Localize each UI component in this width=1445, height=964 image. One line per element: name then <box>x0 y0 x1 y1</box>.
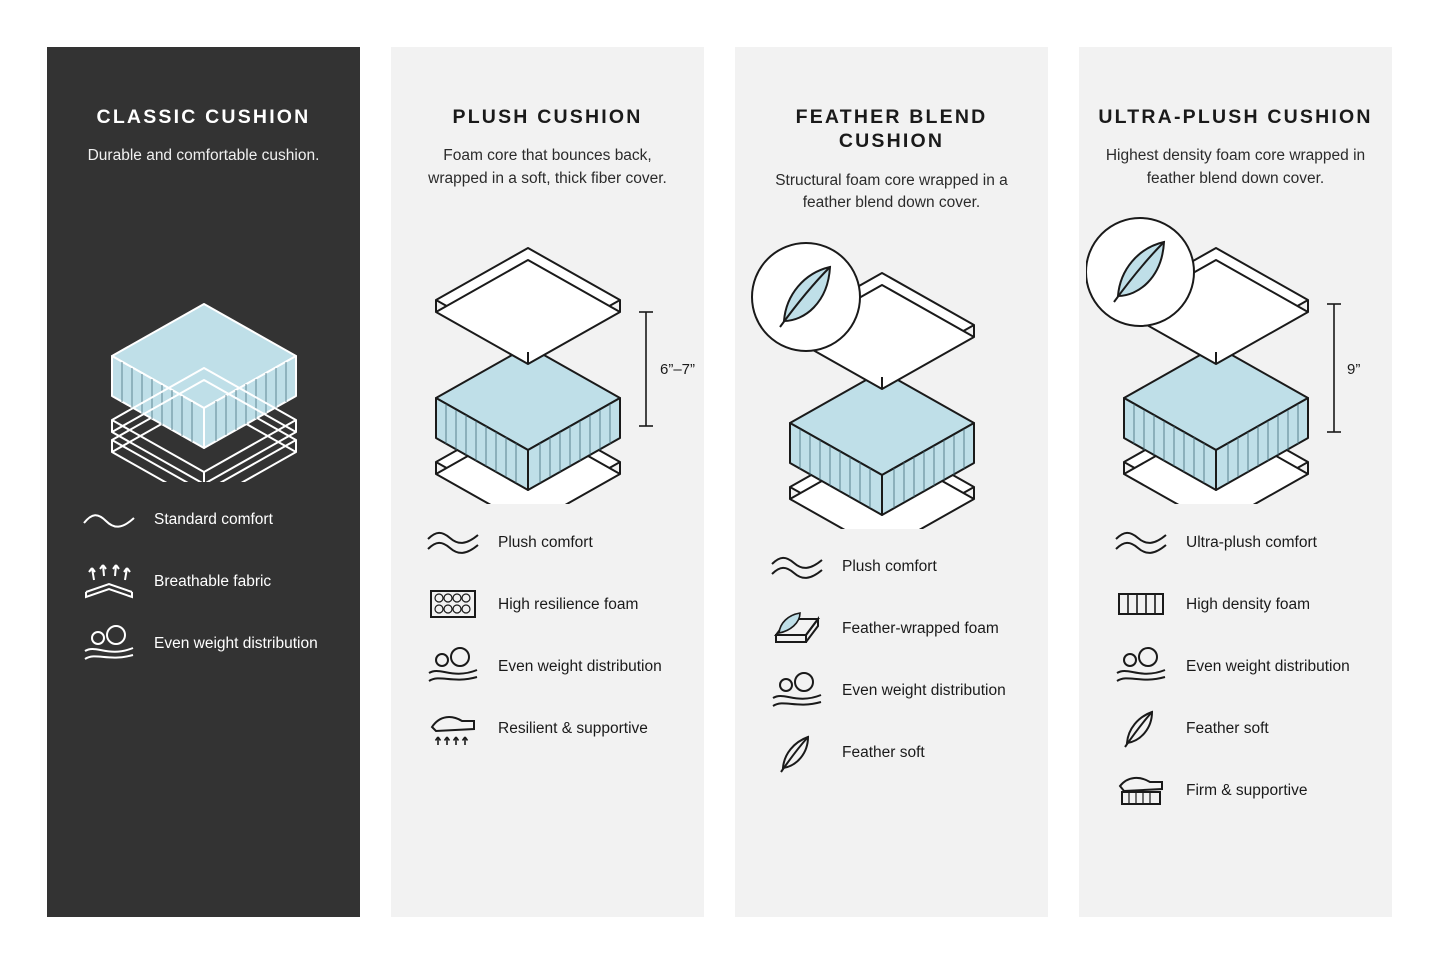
feature-label: Even weight distribution <box>498 657 662 675</box>
feature-item <box>1113 708 1366 748</box>
feature-item <box>425 584 678 624</box>
feather-badge-icon <box>1086 218 1194 326</box>
feature-item <box>1113 646 1366 686</box>
feature-item <box>81 500 334 540</box>
feature-item <box>1113 522 1366 562</box>
card-description: Structural foam core wrapped in a feather blend down cover. <box>775 171 1008 212</box>
feature-label: Breathable fabric <box>154 573 272 591</box>
feature-item <box>81 624 334 664</box>
feature-label: Feather-wrapped foam <box>842 620 999 637</box>
feature-label: Plush comfort <box>842 558 937 575</box>
card-description: Foam core that bounces back, wrapped in a soft, thick fiber cover. <box>428 147 667 187</box>
feature-item <box>769 547 1022 587</box>
card-feather-blend-cushion[interactable] <box>735 47 1048 917</box>
cushion-diagram-ultra-plush <box>1079 204 1392 514</box>
feature-list <box>1079 522 1392 810</box>
breathable-fabric-icon <box>81 562 137 602</box>
feather-icon <box>1113 708 1169 748</box>
feature-label: Firm & supportive <box>1186 781 1308 799</box>
feature-label: High resilience foam <box>498 595 639 613</box>
feature-label: Plush comfort <box>498 533 593 551</box>
feature-item <box>425 646 678 686</box>
card-ultra-plush-cushion[interactable] <box>1079 47 1392 917</box>
feature-label: High density foam <box>1186 595 1311 613</box>
feature-list <box>735 547 1048 773</box>
feather-icon <box>769 733 825 773</box>
wave-icon <box>769 547 825 587</box>
feature-list <box>47 500 360 664</box>
feature-list <box>391 522 704 748</box>
firm-support-icon <box>1113 770 1169 810</box>
feature-label: Resilient & supportive <box>498 719 648 737</box>
feature-item <box>769 733 1022 773</box>
cushion-diagram-plush <box>391 204 704 514</box>
dimension-label-plush: 6”–7” <box>659 361 695 379</box>
weight-distribution-icon <box>425 646 481 686</box>
feature-item <box>1113 584 1366 624</box>
feature-item <box>81 562 334 602</box>
exploded-cushion-illustration <box>742 229 1042 529</box>
wave-icon <box>1113 522 1169 562</box>
card-description: Durable and comfortable cushion. <box>87 147 320 165</box>
feature-item <box>425 708 678 748</box>
feature-label: Feather soft <box>842 744 925 761</box>
dimension-label-ultra-plush: 9” <box>1346 361 1360 379</box>
feature-item <box>769 671 1022 711</box>
weight-distribution-icon <box>769 671 825 711</box>
wave-icon <box>81 500 137 540</box>
exploded-cushion-illustration <box>398 204 698 504</box>
feature-label: Ultra-plush comfort <box>1186 533 1317 551</box>
feather-badge-icon <box>752 243 860 351</box>
wave-icon <box>425 522 481 562</box>
honeycomb-foam-icon <box>425 584 481 624</box>
card-title: CLASSIC CUSHION <box>96 106 311 128</box>
resilient-support-icon <box>425 708 481 748</box>
feature-label: Even weight distribution <box>842 682 1006 699</box>
exploded-cushion-illustration <box>1086 204 1386 504</box>
cushion-diagram-feather-blend <box>735 229 1048 539</box>
card-description: Highest density foam core wrapped in feather blend down cover. <box>1105 147 1366 187</box>
card-title: FEATHER BLEND CUSHION <box>795 106 988 153</box>
card-title: ULTRA-PLUSH CUSHION <box>1098 106 1373 128</box>
feature-label: Even weight distribution <box>154 635 318 653</box>
feature-item <box>425 522 678 562</box>
feature-label: Feather soft <box>1186 719 1269 737</box>
weight-distribution-icon <box>81 624 137 664</box>
dense-foam-icon <box>1113 584 1169 624</box>
weight-distribution-icon <box>1113 646 1169 686</box>
feature-label: Standard comfort <box>154 511 273 529</box>
feature-label: Even weight distribution <box>1186 657 1350 675</box>
card-classic-cushion[interactable] <box>47 47 360 917</box>
feature-item <box>769 609 1022 649</box>
cushion-diagram-classic <box>47 182 360 492</box>
feature-item <box>1113 770 1366 810</box>
card-title: PLUSH CUSHION <box>452 106 643 128</box>
feather-wrapped-foam-icon <box>769 609 825 649</box>
card-plush-cushion[interactable] <box>391 47 704 917</box>
exploded-cushion-illustration <box>64 182 344 482</box>
